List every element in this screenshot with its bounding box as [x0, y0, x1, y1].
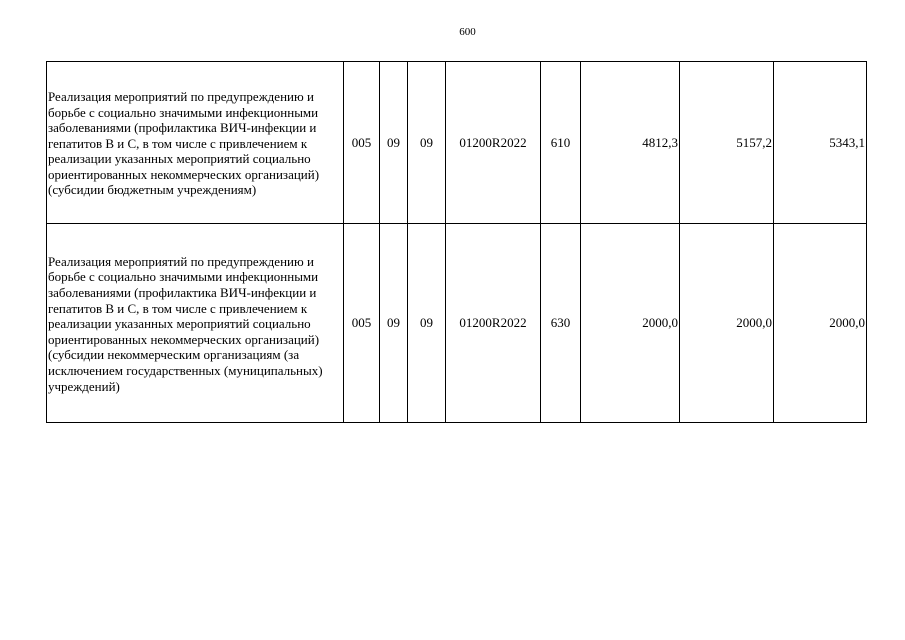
- row-description: Реализация мероприятий по предупреждению и борьбе с социально значимыми инфекционными заболеваниями (профилактика ВИЧ-инфекции и гепатитов В и С, в том числе с привлечением к реализации указанных мероприятий социально ориентированных некоммерческих организаций) (субсидии бюджетным учреждениям): [47, 62, 344, 224]
- section-code: 09: [380, 62, 408, 224]
- table-row: [47, 224, 867, 423]
- section-code: 09: [380, 224, 408, 423]
- amount-year-1: 2000,0: [581, 224, 680, 423]
- ministry-code: 005: [344, 224, 380, 423]
- target-article-code: 01200R2022: [446, 62, 541, 224]
- expense-type-code: 630: [541, 224, 581, 423]
- table-row: [47, 62, 867, 224]
- amount-year-3: 2000,0: [774, 224, 867, 423]
- ministry-code: 005: [344, 62, 380, 224]
- row-description: Реализация мероприятий по предупреждению и борьбе с социально значимыми инфекционными заболеваниями (профилактика ВИЧ-инфекции и гепатитов В и С, в том числе с привлечением к реализации указанных мероприятий социально ориентированных некоммерческих организаций) (субсидии некоммерческим организациям (за исключением государственных (муниципальных) учреждений): [47, 224, 344, 423]
- subsection-code: 09: [408, 224, 446, 423]
- expense-type-code: 610: [541, 62, 581, 224]
- page-number: 600: [459, 26, 476, 38]
- amount-year-2: 2000,0: [680, 224, 774, 423]
- amount-year-2: 5157,2: [680, 62, 774, 224]
- amount-year-1: 4812,3: [581, 62, 680, 224]
- budget-table: [46, 61, 867, 423]
- subsection-code: 09: [408, 62, 446, 224]
- target-article-code: 01200R2022: [446, 224, 541, 423]
- amount-year-3: 5343,1: [774, 62, 867, 224]
